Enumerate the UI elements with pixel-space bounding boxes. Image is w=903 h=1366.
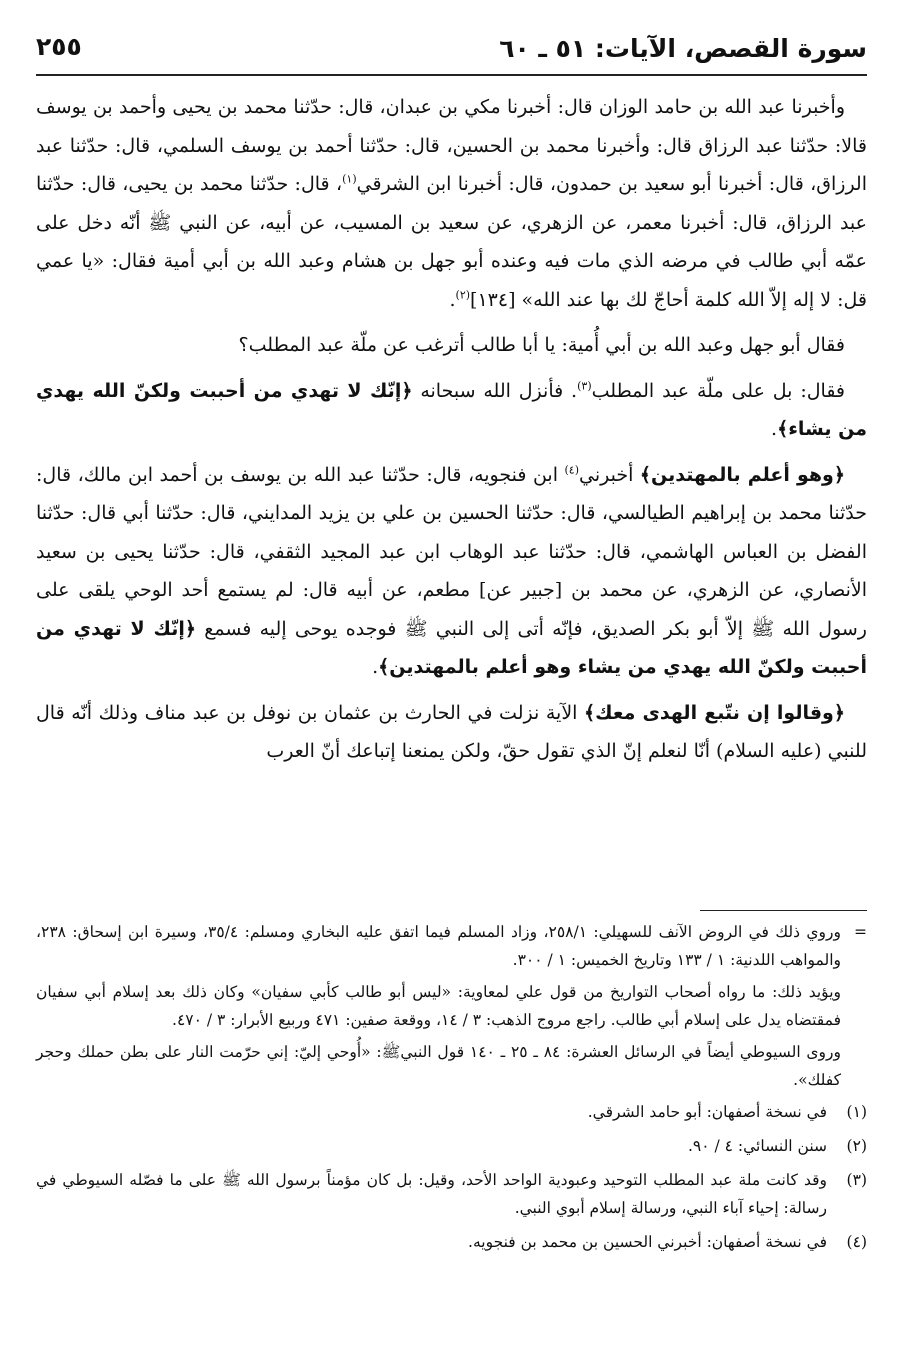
footnote-number: (٢) bbox=[846, 1137, 867, 1155]
surah-title: سورة القصص، الآيات: ٥١ ـ ٦٠ bbox=[499, 34, 867, 63]
footnote-ref-3: (٣) bbox=[577, 379, 592, 393]
text-run: . فأنزل الله سبحانه bbox=[412, 379, 578, 402]
footnote-ref-1: (١) bbox=[342, 172, 357, 186]
quran-verse: ﴿وهو أعلم بالمهتدين﴾ bbox=[639, 463, 845, 486]
paragraph-4 bbox=[36, 456, 867, 687]
footnote-continuation-2: ويؤيد ذلك: ما رواه أصحاب التواريخ من قول علي لمعاوية: «ليس أبو طالب كأبي سفيان» وكان ذلك بعد إسلام أبي سفيان فمقتضاه يدل على إسلام أبي طالب. راجع مروج الذهب: ٣ / ١٤، ووقعة صفين: ٤٧١ وربيع الأبرار: ٣ / ٤٧٠. bbox=[36, 983, 841, 1029]
text-run: الآية نزلت في الحارث بن عثمان بن نوفل بن عبد مناف وذلك أنّه قال للنبي (عليه السلام) أنّا لنعلم إنّ الذي تقول حقّ، ولكن يمنعنا إتباعك أنّ العرب bbox=[36, 701, 867, 762]
text-run: . bbox=[372, 656, 379, 678]
footnote-number: (٣) bbox=[846, 1171, 867, 1189]
quran-verse: ﴿وقالوا إن نتّبع الهدى معك﴾ bbox=[584, 701, 845, 724]
footnote-text: وروي ذلك في الروض الآنف للسهيلي: ٢٥٨/١، وزاد المسلم فيما اتفق عليه البخاري ومسلم: ٣٥/٤، وسيرة ابن إسحاق: ٢٣٨، والمواهب اللدنية: ١ / ١٣٣ وتاريخ الخميس: ١ / ٣٠٠. bbox=[36, 923, 841, 969]
quran-verse: ﴿إنّك لا تهدي من أحببت ولكنّ الله يهدي من يشاء وهو أعلم بالمهتدين﴾ bbox=[36, 617, 867, 678]
paragraph-3 bbox=[36, 372, 867, 449]
footnote-continuation-3: وروى السيوطي أيضاً في الرسائل العشرة: ٨٤ ـ ٢٥ ـ ١٤٠ قول النبيﷺ: «أُوحي إليّ: إني حرّمت النار على بطن حملك وحجر كفلك». bbox=[36, 1043, 841, 1089]
page-number: ٢٥٥ bbox=[36, 32, 82, 61]
footnote-text: في نسخة أصفهان: أخبرني الحسين بن محمد بن فنجويه. bbox=[468, 1233, 827, 1251]
text-run: ابن فنجويه، قال: حدّثنا عبد الله بن يوسف بن أحمد ابن مالك، قال: حدّثنا محمد بن إبراهيم الطيالسي، قال: حدّثنا الحسين بن علي بن يزيد المدايني، قال: حدّثنا أبي قال: حدّثنا الفضل بن العباس الهاشمي، قال: حدّثنا عبد الوهاب ابن عبد المجيد الثقفي، قال: حدّثنا يحيى بن سعيد الأنصاري، عن الزهري، عن محمد بن [جبير عن] مطعم، عن أبيه قال: لم يستمع أحد الوحي يلقى على رسول الله ﷺ إلاّ أبو بكر الصديق، فإنّه أتى إلى النبي ﷺ فوجده يوحى إليه فسمع bbox=[36, 463, 867, 640]
paragraph-1 bbox=[36, 88, 867, 319]
text-run: ، قال: حدّثنا محمد بن يحيى، قال: حدّثنا عبد الرزاق، قال: أخبرنا معمر، عن الزهري، عن سعيد بن المسيب، عن أبيه، عن النبي ﷺ أنّه دخل على عمّه أبي طالب في مرضه الذي مات فيه وعنده أبو جهل بن هشام وعبد الله بن أبي أمية فقال: «يا عمي قل: لا إله إلاّ الله كلمة أحاجّ لك بها عند الله» [١٣٤] bbox=[36, 173, 867, 311]
footnote-text: في نسخة أصفهان: أبو حامد الشرقي. bbox=[587, 1103, 827, 1121]
footnote-ref-2: (٢) bbox=[455, 288, 471, 302]
continuation-mark: = bbox=[854, 923, 867, 941]
footnote-item bbox=[36, 1132, 867, 1160]
header-rule bbox=[36, 74, 867, 76]
main-text bbox=[36, 88, 867, 778]
footnote-item bbox=[36, 1166, 867, 1222]
footnote-number: (١) bbox=[846, 1103, 867, 1121]
footnote-text: سنن النسائي: ٤ / ٩٠. bbox=[687, 1137, 827, 1155]
text-run: . bbox=[449, 288, 456, 311]
text-run: فقال: بل على ملّة عبد المطلب bbox=[591, 379, 846, 402]
text-run: وأخبرنا عبد الله بن حامد الوزان قال: أخبرنا مكي بن عبدان، قال: حدّثنا محمد بن يحيى وأحمد بن يوسف قالا: حدّثنا عبد الرزاق قال: وأخبرنا محمد بن الحسين، قال: حدّثنا أحمد بن يوسف السلمي، قال: حدّثنا عبد الرزاق، قال: أخبرنا أبو سعيد بن حمدون، قال: أخبرنا ابن الشرقي bbox=[36, 96, 868, 195]
footnotes bbox=[36, 918, 867, 1262]
footnote-continuation bbox=[36, 918, 867, 974]
footnote-item bbox=[36, 1098, 867, 1126]
footnote-number: (٤) bbox=[846, 1233, 867, 1251]
footnote-text: وقد كانت ملة عبد المطلب التوحيد وعبودية الواحد الأحد، وقيل: بل كان مؤمناً برسول الله ﷺ على ما فصّله السيوطي في رسالة: إحياء آباء النبي، ورسالة إسلام أبوي النبي. bbox=[36, 1171, 827, 1217]
footnote-rule bbox=[700, 910, 867, 911]
footnote-ref-4: (٤) bbox=[564, 463, 579, 477]
footnote-item bbox=[36, 1228, 867, 1256]
paragraph-2: فقال أبو جهل وعبد الله بن أبي أُمية: يا أبا طالب أترغب عن ملّة عبد المطلب؟ bbox=[238, 334, 845, 356]
page-header bbox=[36, 28, 867, 78]
paragraph-5 bbox=[36, 694, 867, 771]
text-run: . bbox=[771, 418, 778, 440]
text-run: أخبرني bbox=[579, 463, 640, 486]
quran-verse: ﴿إنّك لا تهدي من أحببت ولكنّ الله يهدي من يشاء﴾ bbox=[36, 379, 867, 440]
